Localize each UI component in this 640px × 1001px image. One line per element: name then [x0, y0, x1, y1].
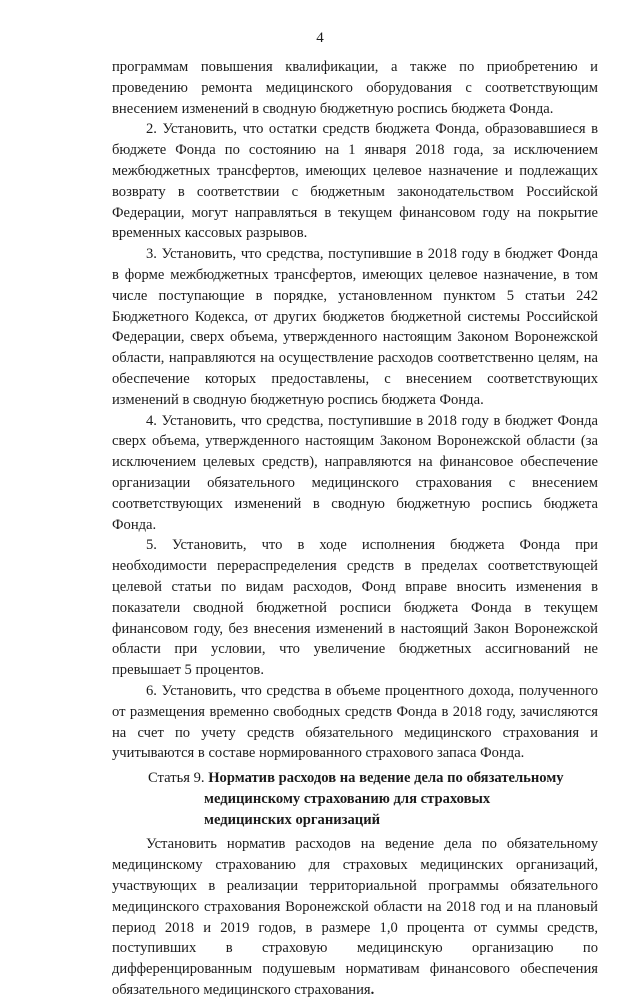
article-9-heading [112, 768, 598, 830]
paragraph-item-2: 2. Установить, что остатки средств бюджета Фонда, образовавшиеся в бюджете Фонда по состоянию на 1 января 2018 года, за исключением межбюджетных трансфертов, имеющих целевое назначение и подлежащих возврату в соответствии с бюджетным законодательством Российской Федерации, могут направляться в текущем финансовом году на покрытие временных кассовых разрывов. [112, 121, 598, 242]
article-9-title-line-1: Норматив расходов на ведение дела по обязательному [208, 770, 564, 787]
article-9-body [112, 834, 598, 1000]
paragraph-item-3: 3. Установить, что средства, поступившие в 2018 году в бюджет Фонда в форме межбюджетных трансфертов, имеющих целевое назначение, в том числе поступающие в порядке, установленном пунктом 5 статьи 242 Бюджетного Кодекса, от других бюджетов бюджетной системы Российской Федерации, сверх объема, утвержденного настоящим Законом Воронежской области, направляются на осуществление расходов соответственно целям, на обеспечение которых предоставлены, с внесением соответствующих изменений в сводную бюджетную роспись бюджета Фонда. [112, 246, 598, 408]
document-body [112, 57, 598, 1001]
article-9-title-line-3: медицинских организаций [204, 811, 381, 828]
paragraph-item-4: 4. Установить, что средства, поступившие в 2018 году в бюджет Фонда сверх объема, утвержденного настоящим Законом Воронежской области (за исключением целевых средств), направляются на финансовое обеспечение организации обязательного медицинского страхования с внесением соответствующих изменений в сводную бюджетную роспись бюджета Фонда. [112, 412, 598, 533]
paragraph-item-6: 6. Установить, что средства в объеме процентного дохода, полученного от размещения временно свободных средств Фонда в 2018 году, зачисляются на счет по учету средств обязательного медицинского страхования и учитываются в составе нормированного страхового запаса Фонда. [112, 682, 598, 762]
paragraph-continuation: программам повышения квалификации, а также по приобретению и проведению ремонта медицинского оборудования с соответствующим внесением изменений в сводную бюджетную роспись бюджета Фонда. [112, 59, 598, 117]
article-9-label: Статья 9. [148, 770, 205, 787]
article-9-title-line-2: медицинскому страхованию для страховых [204, 790, 491, 807]
paragraph-item-5: 5. Установить, что в ходе исполнения бюджета Фонда при необходимости перераспределения средств в пределах соответствующей целевой статьи по видам расходов, Фонд вправе вносить изменения в показатели сводной бюджетной росписи бюджета Фонда в текущем финансовом году, без внесения изменений в настоящий Закон Воронежской области при условии, что увеличение бюджетных ассигнований не превышает 5 процентов. [112, 537, 598, 679]
article-9-heading-line-1 [112, 768, 598, 789]
article-9-body-text: Установить норматив расходов на ведение дела по обязательному медицинскому страхованию для страховых медицинских организаций, участвующих в реализации территориальной программы обязательного медицинского страхования Воронежской области на 2018 год и на плановый период 2018 и 2019 годов, в размере 1,0 процента от суммы средств, поступивших в страховую медицинскую организацию по дифференцированным подушевым нормативам финансового обеспечения обязательного медицинского страхования [112, 836, 598, 999]
article-9-body-end: . [370, 982, 375, 999]
page-number: 4 [316, 30, 324, 46]
